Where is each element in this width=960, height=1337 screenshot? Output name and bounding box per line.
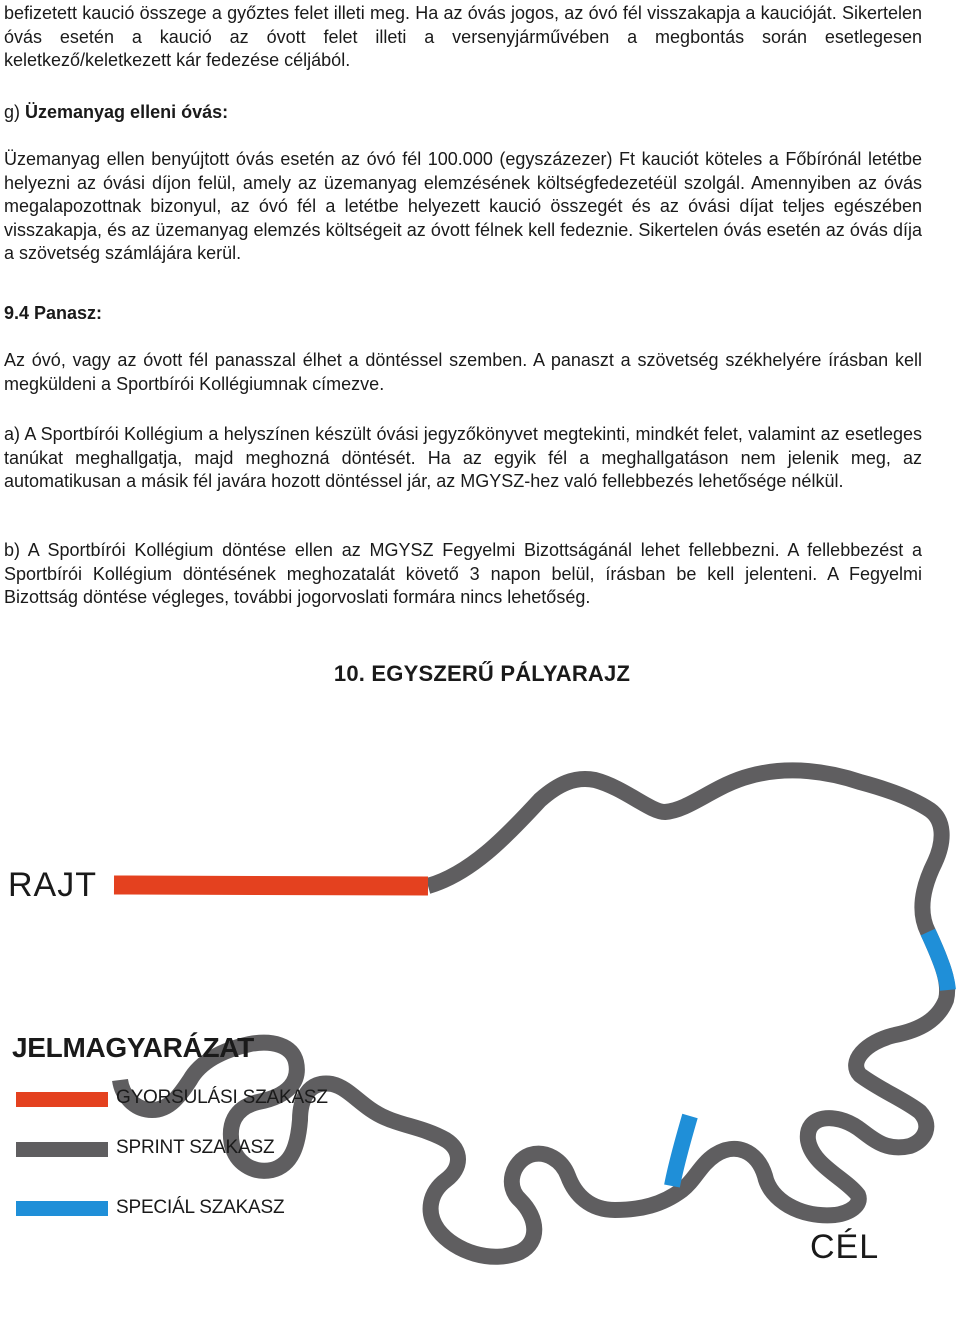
legend-item-sprint xyxy=(16,1137,416,1167)
legend-label-special: SPECIÁL SZAKASZ xyxy=(116,1197,285,1218)
fuel-protest-heading-text: Üzemanyag elleni óvás: xyxy=(25,102,229,122)
legend-swatch-sprint xyxy=(16,1142,108,1157)
legend-title: JELMAGYARÁZAT xyxy=(12,1032,254,1063)
legend-swatch-acceleration xyxy=(16,1092,108,1107)
legend-item-acceleration xyxy=(16,1087,416,1117)
finish-label: CÉL xyxy=(810,1228,880,1266)
legend-item-special xyxy=(16,1197,416,1227)
legend-swatch-special xyxy=(16,1201,108,1216)
paragraph-complaint-a: a) A Sportbírói Kollégium a helyszínen készült óvási jegyzőkönyvet megtekinti, mindkét felet, valamint az esetleges tanúkat meghallgatja, majd meghozná döntését. Ha az egyik fél a meghallgatáson nem jelenik meg, az automatikusan a másik fél javára hozott döntéssel jár, az MGYSZ-hez való fellebbezés lehetősége nélkül. xyxy=(4,424,922,491)
fuel-protest-prefix: g) xyxy=(4,102,26,122)
track-special-section-1 xyxy=(928,932,948,990)
paragraph-complaint-intro: Az óvó, vagy az óvott fél panasszal élhet a döntéssel szemben. A panaszt a szövetség székhelyére írásban kell megküldeni a Sportbírói Kollégiumnak címezve. xyxy=(4,350,922,394)
paragraph-fuel-protest: Üzemanyag ellen benyújtott óvás esetén az óvó fél 100.000 (egyszázezer) Ft kauciót köteles a Főbírónál letétbe helyezni az óvási díjon felül, amely az üzemanyag elemzésének költségfedezetéül szolgál. Amennyiben az óvás megalapozottnak bizonyul, az óvó fél a letétbe helyezett kaució összegét és az óvási díjat teljes egészében visszakapja, és az üzemanyag elemzés költségeit az óvott félnek kell fedeznie. Sikertelen óvás esetén az óvás díja a szövetség számlájára kerül. xyxy=(4,149,922,263)
complaint-heading: 9.4 Panasz: xyxy=(4,303,103,323)
section-title-track-map: 10. EGYSZERŰ PÁLYARAJZ xyxy=(333,661,631,686)
start-label: RAJT xyxy=(8,866,97,904)
track-sprint-section xyxy=(120,770,947,1256)
legend-label-acceleration: GYORSULÁSI SZAKASZ xyxy=(116,1087,328,1108)
paragraph-deposit: befizetett kaució összege a győztes felet illeti meg. Ha az óvás jogos, az óvó fél visszakapja a kaucióját. Sikertelen óvás esetén a kaució az óvott felet illeti a versenyjárművében a megbontás során esetlegesen keletkező/keletkezett kár fedezése céljából. xyxy=(4,3,922,70)
fuel-protest-heading xyxy=(4,101,228,124)
legend-label-sprint: SPRINT SZAKASZ xyxy=(116,1137,275,1158)
paragraph-complaint-b: b) A Sportbírói Kollégium döntése ellen az MGYSZ Fegyelmi Bizottságánál lehet fellebbezni. A fellebbezést a Sportbírói Kollégium döntésének meghozatalát követő 3 napon belül, írásban be kell jelenteni. A Fegyelmi Bizottság döntése végleges, további jogorvoslati formára nincs lehetőség. xyxy=(4,540,922,607)
track-acceleration-section xyxy=(114,885,428,886)
